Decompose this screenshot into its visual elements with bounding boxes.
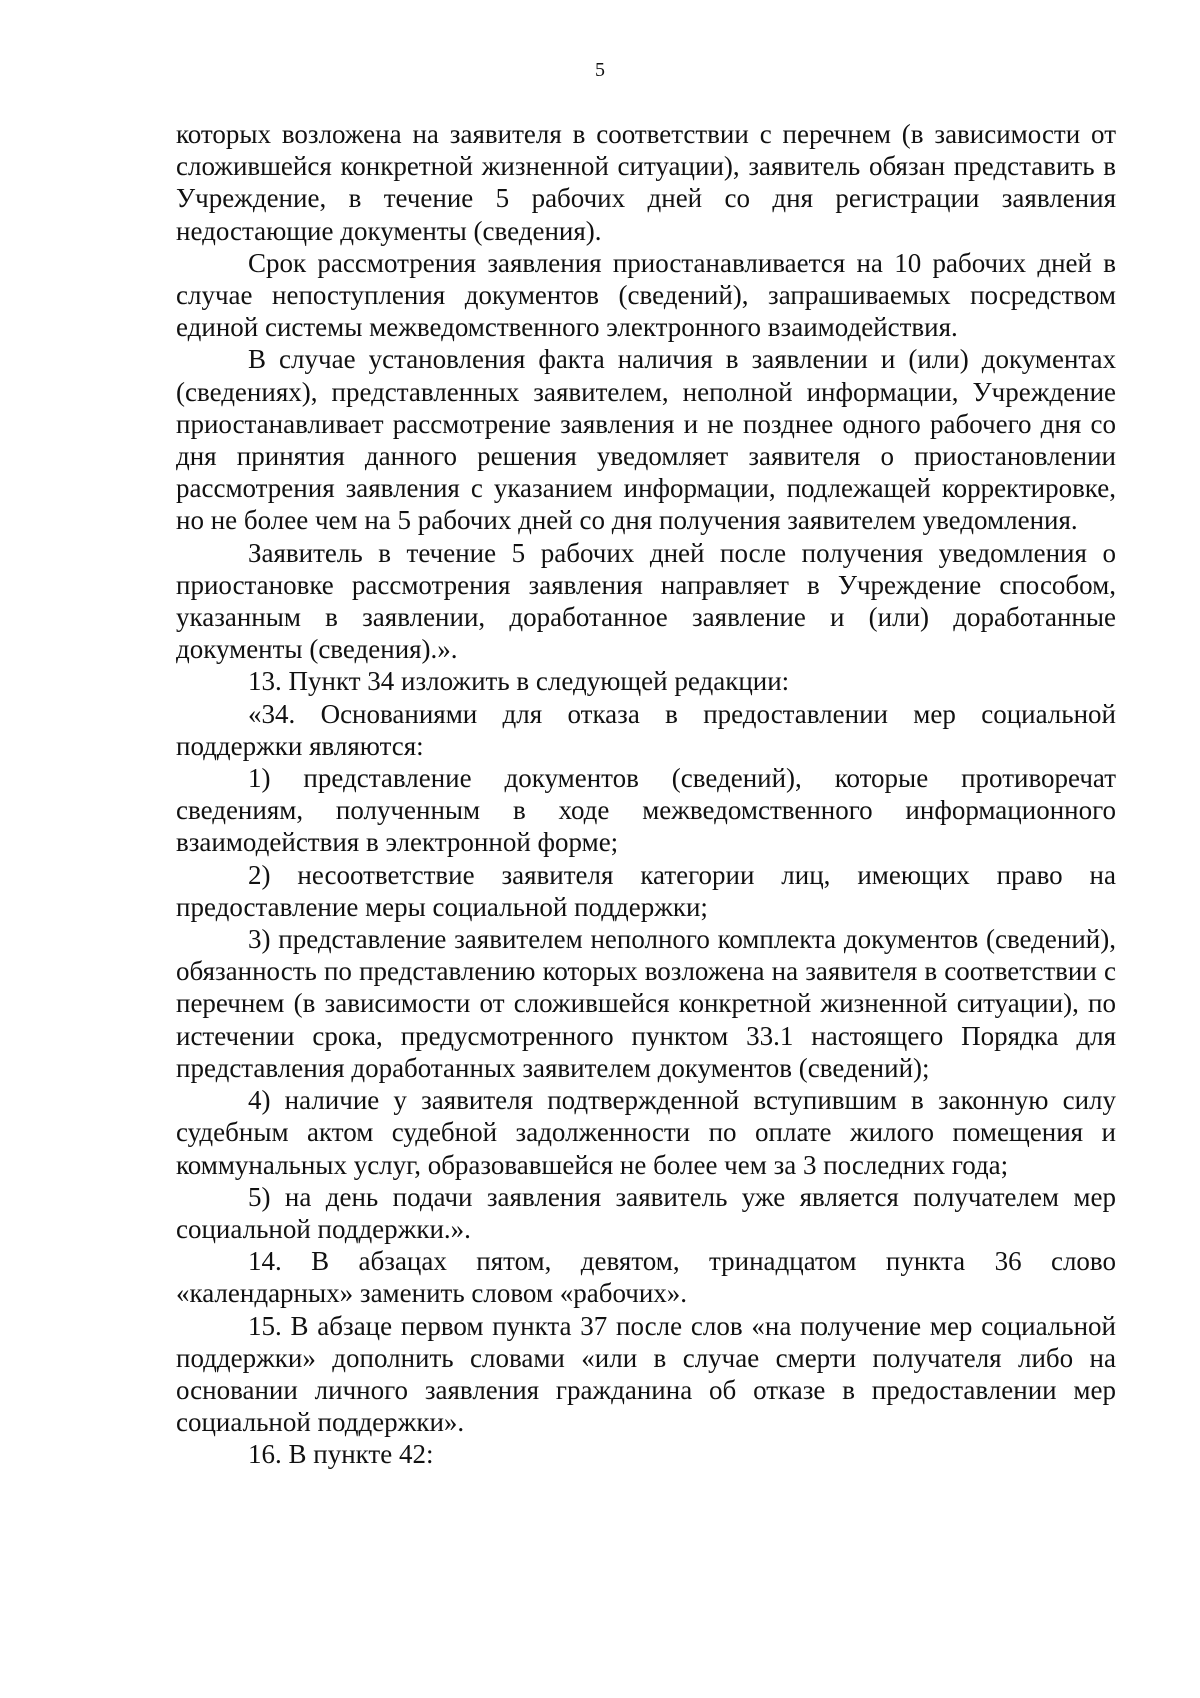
paragraph-resubmission: Заявитель в течение 5 рабочих дней после получения уведомления о приостановке рассмотрения заявления направляет в Учреждение способом, указанным в заявлении, доработанное заявление и (или) доработанные документы (сведения).». <box>176 537 1116 665</box>
paragraph-reason-4: 4) наличие у заявителя подтвержденной вступившим в законную силу судебным актом судебной задолженности по оплате жилого помещения и коммунальных услуг, образовавшейся не более чем за 3 последних года; <box>176 1085 1116 1180</box>
paragraph-reason-3: 3) представление заявителем неполного комплекта документов (сведений), обязанность по представлению которых возложена на заявителя в соответствии с перечнем (в зависимости от сложившейся конкретной жизненной ситуации), по истечении срока, предусмотренного пунктом 33.1 настоящего Порядка для представления доработанных заявителем документов (сведений); <box>176 924 1116 1083</box>
page-number: 5 <box>595 59 605 81</box>
paragraph-incomplete-info: В случае установления факта наличия в заявлении и (или) документах (сведениях), представленных заявителем, неполной информации, Учреждение приостанавливает рассмотрение заявления и не позднее одного рабочего дня со дня принятия данного решения уведомляет заявителя о приостановлении рассмотрения заявления с указанием информации, подлежащей корректировке, но не более чем на 5 рабочих дней со дня получения заявителем уведомления. <box>176 344 1116 536</box>
paragraph-reason-5: 5) на день подачи заявления заявитель уже является получателем мер социальной поддержки.». <box>176 1181 1116 1244</box>
paragraph-continuation: которых возложена на заявителя в соответствии с перечнем (в зависимости от сложившейся конкретной жизненной ситуации), заявитель обязан представить в Учреждение, в течение 5 рабочих дней со дня регистрации заявления недостающие документы (сведения). <box>176 119 1116 246</box>
paragraph-review-period: Срок рассмотрения заявления приостанавливается на 10 рабочих дней в случае непоступления документов (сведений), запрашиваемых посредством единой системы межведомственного электронного взаимодействия. <box>176 247 1116 343</box>
paragraph-item-16: 16. В пункте 42: <box>248 1439 434 1470</box>
paragraph-point-34: «34. Основаниями для отказа в предоставлении мер социальной поддержки являются: <box>176 698 1116 761</box>
paragraph-reason-2: 2) несоответствие заявителя категории лиц, имеющих право на предоставление меры социальной поддержки; <box>176 859 1116 922</box>
paragraph-item-13: 13. Пункт 34 изложить в следующей редакции: <box>248 666 790 697</box>
document-body <box>176 118 1116 1471</box>
paragraph-item-14: 14. В абзацах пятом, девятом, тринадцатом пункта 36 слово «календарных» заменить словом «рабочих». <box>176 1246 1116 1309</box>
paragraph-reason-1: 1) представление документов (сведений), которые противоречат сведениям, полученным в ходе межведомственного информационного взаимодействия в электронной форме; <box>176 763 1116 858</box>
paragraph-item-15: 15. В абзаце первом пункта 37 после слов «на получение мер социальной поддержки» дополнить словами «или в случае смерти получателя либо на основании личного заявления гражданина об отказе в предоставлении мер социальной поддержки». <box>176 1310 1116 1438</box>
